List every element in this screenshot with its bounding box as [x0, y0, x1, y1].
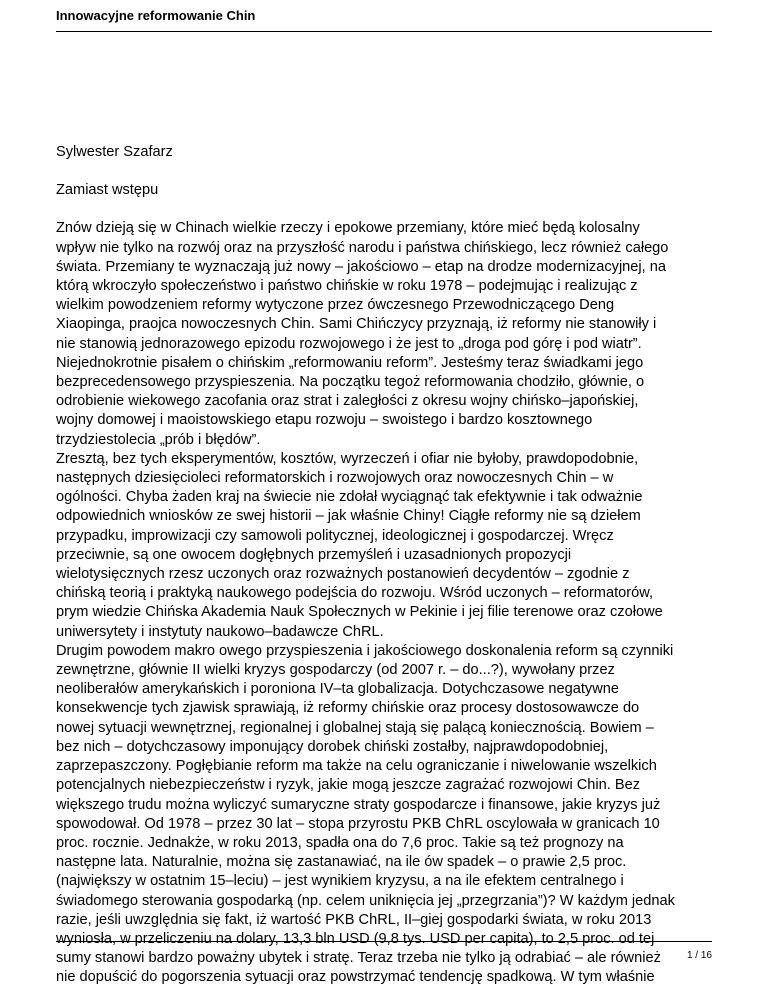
text-line: nie dopuścić do pogorszenia sytuacji oraz powstrzymać tendencję spadkową. W tym właśnie	[56, 969, 655, 986]
text-line: odrobienie wiekowego zacofania oraz strat i zaległości z okresu wojny chińsko–japońskiej,	[56, 393, 639, 410]
text-line: Niejednokrotnie pisałem o chińskim „reformowaniu reform”. Jesteśmy teraz świadkami jego	[56, 354, 644, 371]
document-header-title: Innowacyjne reformowanie Chin	[56, 8, 256, 23]
text-line: ogólności. Chyba żaden kraj na świecie nie zdołał wyciągnąć tak efektywnie i tak odważnie	[56, 489, 643, 506]
section-heading: Zamiast wstępu	[56, 182, 159, 199]
text-line: konsekwencje tych zjawisk sprawiają, iż reformy chińskie oraz procesy dostosowawcze do	[56, 700, 640, 717]
text-line: Xiaopinga, praojca nowoczesnych Chin. Sami Chińczycy przyznają, iż reformy nie stanowiły i	[56, 316, 657, 333]
text-line: następnych dziesięcioleci reformatorskich i rozwojowych oraz nowoczesnych Chin – w	[56, 470, 614, 487]
text-line: (największy w ostatnim 15–leciu) – jest wynikiem kryzysu, a na ile efektem centralnego i	[56, 873, 624, 890]
text-line: którą wkroczyło społeczeństwo i państwo chińskie w roku 1978 – podejmując i realizując z	[56, 278, 638, 295]
text-line: zewnętrzne, głównie II wielki kryzys gospodarczy (od 2007 r. – do...?), wywołany przez	[56, 662, 615, 679]
text-line: prym wiedzie Chińska Akademia Nauk Społecznych w Pekinie i jej filie terenowe oraz czołowe	[56, 604, 663, 621]
text-line: większego trudu można wyliczyć sumaryczne straty gospodarcze i finansowe, jakie kryzys już	[56, 796, 661, 813]
text-line: neoliberałów amerykańskich i poroniona IV–ta globalizacja. Dotychczasowe negatywne	[56, 681, 619, 698]
body-paragraph	[56, 219, 716, 987]
text-line: wielkim powodzeniem reformy wytyczone przez ówczesnego Przewodniczącego Deng	[56, 297, 615, 314]
text-line: proc. rocznie. Jednakże, w roku 2013, spadła ona do 7,6 proc. Takie są też prognozy na	[56, 834, 624, 851]
document-body	[56, 143, 716, 988]
text-line: przypadku, improwizacji czy samowoli politycznej, ideologicznej i gospodarczej. Wręcz	[56, 527, 614, 544]
text-line: przeciwnie, są one owocem dogłębnych przemyśleń i uzasadnionych propozycji	[56, 546, 572, 563]
text-line: bezprecedensowego przyspieszenia. Na początku tegoż reformowania chodziło, głównie, o	[56, 374, 645, 391]
text-line: chińską teorią i praktyką naukowego podejścia do rozwoju. Wśród uczonych – reformatorów,	[56, 585, 654, 602]
text-line: wpływ nie tylko na rozwój oraz na przyszłość narodu i państwa chińskiego, lecz również całego	[56, 239, 669, 256]
text-line: następne lata. Naturalnie, można się zastanawiać, na ile ów spadek – o prawie 2,5 proc.	[56, 854, 627, 871]
text-line: wojny domowej i maoistowskiego etapu rozwoju – swoistego i bardzo kosztownego	[56, 412, 593, 429]
text-line: Drugim powodem makro owego przyspieszenia i jakościowego doskonalenia reform są czynniki	[56, 642, 674, 659]
text-line: Zresztą, bez tych eksperymentów, kosztów, wyrzeczeń i ofiar nie byłoby, prawdopodobnie,	[56, 450, 639, 467]
text-line: świadomego sterowania gospodarką (np. celem uniknięcia jej „przegrzania”)? W każdym jednak	[56, 892, 675, 909]
text-line: nie stanowią jednorazowego epizodu rozwojowego i że jest to „droga pod górę i pod wiatr”.	[56, 335, 642, 352]
text-line: Znów dzieją się w Chinach wielkie rzeczy i epokowe przemiany, które mieć będą kolosalny	[56, 220, 640, 237]
text-line: spowodował. Od 1978 – przez 30 lat – stopa przyrostu PKB ChRL oscylowała w granicach 10	[56, 815, 660, 832]
text-line: uniwersytety i instytuty naukowo–badawcze ChRL.	[56, 623, 384, 640]
text-line: zaprzepaszczony. Pogłębianie reform ma także na celu ograniczanie i niwelowanie wszelkich	[56, 758, 657, 775]
text-line: razie, jeśli uwzględnia się fakt, iż wartość PKB ChRL, II–giej gospodarki świata, w roku 2013	[56, 911, 652, 928]
text-line: świata. Przemiany te wyznaczają już nowy – jakościowo – etap na drodze modernizacyjnej, na	[56, 258, 667, 275]
text-line: trzydziestolecia „prób i błędów”.	[56, 431, 261, 448]
header-divider	[56, 31, 712, 32]
text-line: wielotysięcznych rzesz uczonych oraz rozważnych postanowień decydentów – zgodnie z	[56, 566, 630, 583]
author-name: Sylwester Szafarz	[56, 144, 173, 160]
text-line: sumy stanowi bardzo poważny ubytek i stratę. Teraz trzeba nie tylko ją odrabiać – ale również	[56, 950, 661, 967]
text-line: odpowiednich wniosków ze swej historii – jak właśnie Chiny! Ciągłe reformy nie są dziełem	[56, 508, 641, 525]
text-line: nowej sytuacji wewnętrznej, regionalnej i globalnej stają się palącą koniecznością. Bowiem –	[56, 719, 654, 736]
text-line: bez nich – dotychczasowy imponujący dorobek chiński zostałby, najprawdopodobniej,	[56, 738, 609, 755]
footer-divider	[56, 941, 712, 942]
text-line: potencjalnych niebezpieczeństw i ryzyk, jakie mogą jeszcze zagrażać rozwojowi Chin. Bez	[56, 777, 641, 794]
text-line: wyniosła, w przeliczeniu na dolary, 13,3 bln USD (9,8 tys. USD per capita), to 2,5 proc. od tej	[56, 930, 655, 947]
page-number: 1 / 16	[686, 950, 712, 961]
